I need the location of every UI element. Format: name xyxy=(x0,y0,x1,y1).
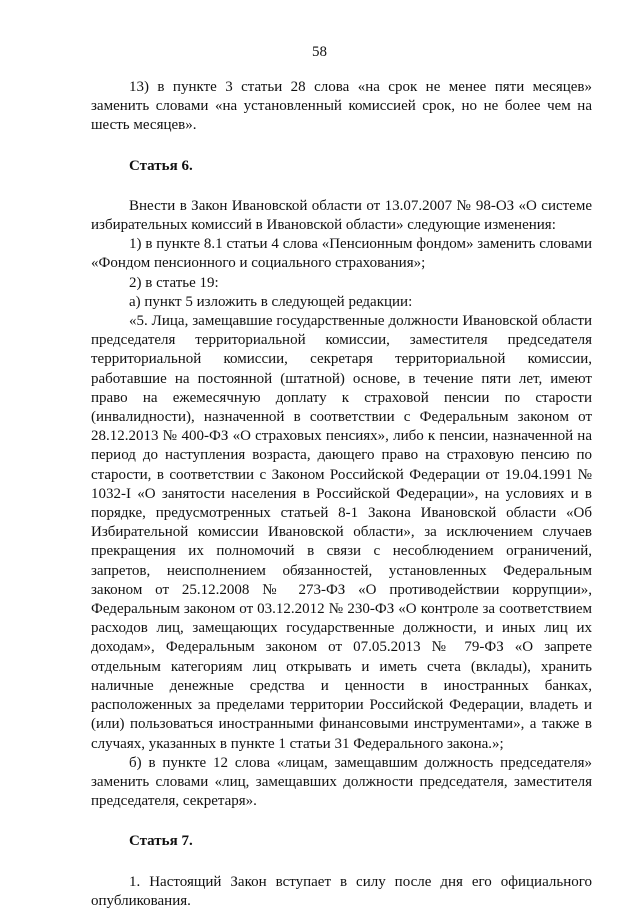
article-6-item-2: 2) в статье 19: xyxy=(129,274,219,291)
article-7-item-1: 1. Настоящий Закон вступает в силу после дня его официального опубликования. xyxy=(91,873,592,909)
page-number: 58 xyxy=(312,44,327,60)
article-7-heading: Статья 7. xyxy=(129,833,193,850)
article-6-item-1: 1) в пункте 8.1 статьи 4 слова «Пенсионным фондом» заменить словами «Фондом пенсионного и социального страхования»; xyxy=(91,236,592,272)
document-body xyxy=(91,78,592,911)
article-6-item-2a-text: «5. Лица, замещавшие государственные должности Ивановской области председателя территориальной комиссии, заместителя председателя территориальной комиссии, секретаря территориальной комиссии, работавшие на постоянной (штатной) основе, в течение пяти лет, имеют право на ежемесячную доплату к страховой пенсии по старости (инвалидности), назначенной в соответствии с Федеральным законом от 28.12.2013 № 400-ФЗ «О страховых пенсиях», либо к пенсии, назначенной на период до наступления возраста, дающего право на страховую пенсию по старости, в соответствии с Законом Российской Федерации от 19.04.1991 № 1032-I «О занятости населения в Российской Федерации», на условиях и в порядке, предусмотренных статьей 8-1 Закона Ивановской области «Об Избирательной комиссии Ивановской области», за исключением случаев прекращения их полномочий в связи с несоблюдением ограничений, запретов, неисполнением обязанностей, установленных Федеральным законом от 25.12.2008 № 273-ФЗ «О противодействии коррупции», Федеральным законом от 03.12.2012 № 230-ФЗ «О контроле за соответствием расходов лиц, замещающих государственные должности, и иных лиц их доходам», Федеральным законом от 07.05.2013 № 79-ФЗ «О запрете отдельным категориям лиц открывать и иметь счета (вклады), хранить наличные денежные средства и ценности в иностранных банках, расположенных за пределами территории Российской Федерации, владеть и (или) пользоваться иностранными финансовыми инструментами», а также в случаях, указанных в пункте 1 статьи 31 Федерального закона.»; xyxy=(91,313,592,752)
paragraph-item-13: 13) в пункте 3 статьи 28 слова «на срок не менее пяти месяцев» заменить словами «на установленный комиссией срок, но не более чем на шесть месяцев». xyxy=(91,79,592,134)
article-6-item-2b: б) в пункте 12 слова «лицам, замещавшим должность председателя» заменить словами «лиц, замещавших должности председателя, заместителя председателя, секретаря». xyxy=(91,754,592,810)
article-6-heading: Статья 6. xyxy=(129,157,193,174)
article-6-item-2a: а) пункт 5 изложить в следующей редакции: xyxy=(129,293,413,310)
article-6-intro: Внести в Закон Ивановской области от 13.07.2007 № 98-ОЗ «О системе избирательных комиссий в Ивановской области» следующие изменения: xyxy=(91,197,592,234)
